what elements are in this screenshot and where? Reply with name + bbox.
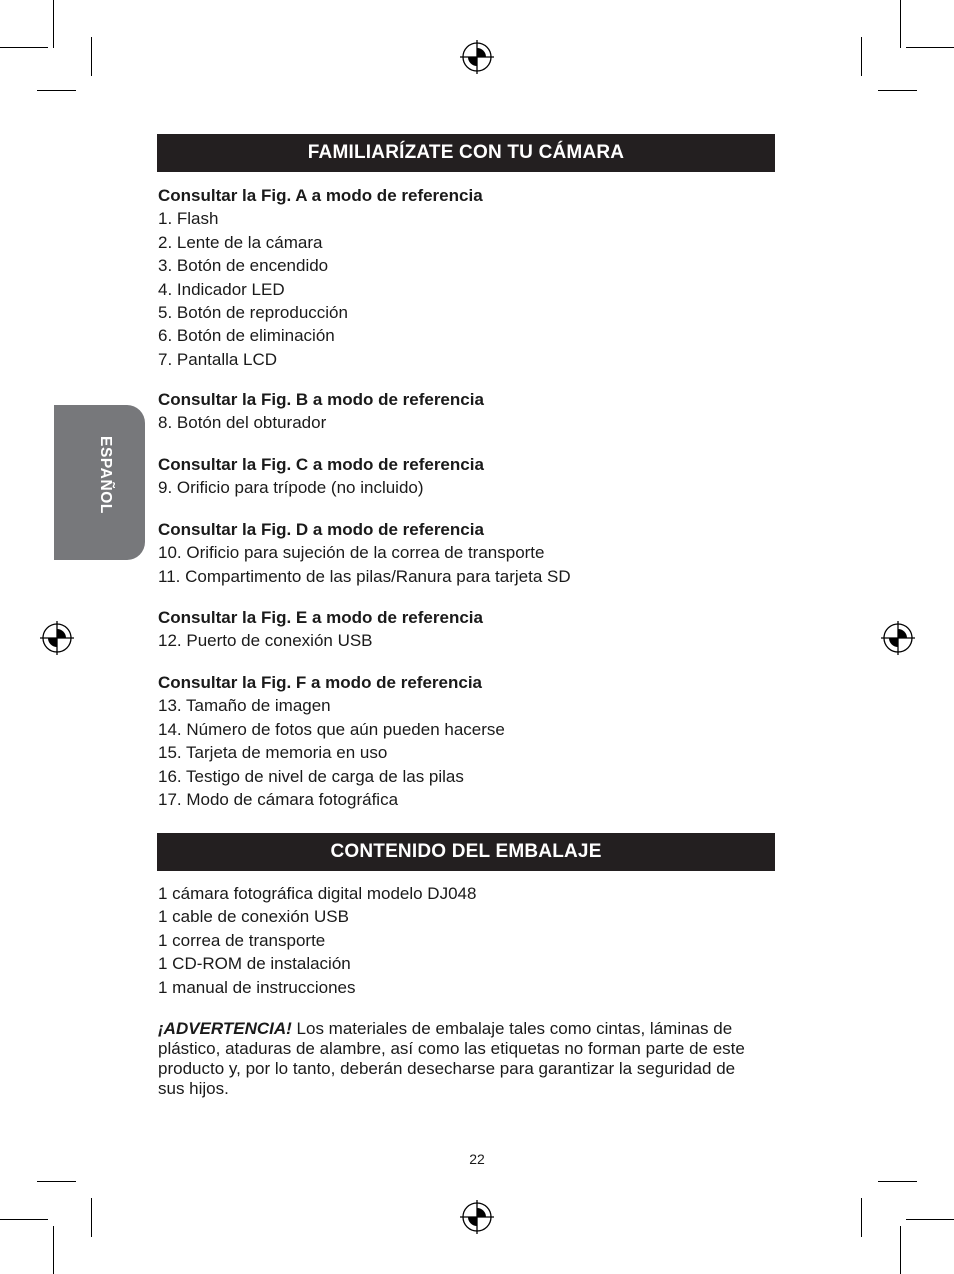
list-item: 9. Orificio para trípode (no incluido) — [158, 478, 424, 498]
crop-mark-icon — [878, 90, 917, 91]
fig-f-group — [158, 671, 505, 811]
list-item: 16. Testigo de nivel de carga de las pilas — [158, 766, 464, 786]
crop-mark-icon — [53, 0, 54, 48]
warning-lead: ¡ADVERTENCIA! — [158, 1019, 292, 1038]
list-item: 3. Botón de encendido — [158, 256, 329, 276]
crop-mark-icon — [878, 1181, 917, 1182]
list-item: 1. Flash — [158, 209, 219, 229]
crop-mark-icon — [900, 1226, 901, 1274]
fig-e-group — [158, 606, 483, 653]
list-item: 2. Lente de la cámara — [158, 232, 323, 252]
language-side-tab — [54, 405, 145, 560]
crop-mark-icon — [906, 47, 954, 48]
language-tab-label: ESPAÑOL — [97, 436, 114, 514]
registration-mark-icon — [460, 1200, 494, 1234]
list-item: 17. Modo de cámara fotográfica — [158, 790, 399, 810]
crop-mark-icon — [53, 1226, 54, 1274]
registration-mark-icon — [40, 621, 74, 655]
list-item: 1 cámara fotográfica digital modelo DJ048 — [158, 884, 477, 903]
section-header-contents — [157, 833, 775, 871]
fig-b-group — [158, 388, 484, 435]
crop-mark-icon — [37, 1181, 76, 1182]
group-heading: Consultar la Fig. B a modo de referencia — [158, 390, 484, 409]
crop-mark-icon — [861, 37, 862, 76]
crop-mark-icon — [861, 1198, 862, 1237]
list-item: 11. Compartimento de las pilas/Ranura para tarjeta SD — [158, 566, 571, 586]
crop-mark-icon — [91, 1198, 92, 1237]
crop-mark-icon — [91, 37, 92, 76]
list-item: 6. Botón de eliminación — [158, 326, 335, 346]
list-item: 1 manual de instrucciones — [158, 977, 356, 997]
list-item: 5. Botón de reproducción — [158, 303, 348, 323]
section-header-familiarize — [157, 134, 775, 172]
warning-paragraph — [158, 1019, 758, 1099]
crop-mark-icon — [900, 0, 901, 48]
crop-mark-icon — [0, 47, 48, 48]
page-number: 22 — [469, 1151, 485, 1167]
fig-a-group — [158, 184, 483, 371]
list-item: 1 CD-ROM de instalación — [158, 954, 351, 974]
crop-mark-icon — [37, 90, 76, 91]
fig-d-group — [158, 518, 571, 588]
list-item: 14. Número de fotos que aún pueden hacerse — [158, 719, 505, 739]
list-item: 7. Pantalla LCD — [158, 349, 278, 369]
list-item: 13. Tamaño de imagen — [158, 696, 331, 716]
fig-c-group — [158, 453, 484, 500]
crop-mark-icon — [0, 1219, 48, 1220]
package-contents-list — [158, 882, 476, 999]
crop-mark-icon — [906, 1219, 954, 1220]
list-item: 10. Orificio para sujeción de la correa de transporte — [158, 543, 545, 563]
group-heading: Consultar la Fig. D a modo de referencia — [158, 520, 484, 539]
list-item: 4. Indicador LED — [158, 279, 285, 299]
group-heading: Consultar la Fig. F a modo de referencia — [158, 673, 483, 692]
list-item: 8. Botón del obturador — [158, 413, 327, 433]
list-item: 15. Tarjeta de memoria en uso — [158, 743, 388, 763]
list-item: 1 correa de transporte — [158, 930, 326, 950]
group-heading: Consultar la Fig. C a modo de referencia — [158, 455, 484, 474]
group-heading: Consultar la Fig. A a modo de referencia — [158, 186, 483, 205]
list-item: 12. Puerto de conexión USB — [158, 631, 373, 651]
list-item: 1 cable de conexión USB — [158, 907, 349, 927]
group-heading: Consultar la Fig. E a modo de referencia — [158, 608, 483, 627]
section-title: CONTENIDO DEL EMBALAJE — [330, 841, 602, 862]
registration-mark-icon — [460, 40, 494, 74]
section-title: FAMILIARÍZATE CON TU CÁMARA — [307, 142, 625, 163]
registration-mark-icon — [881, 621, 915, 655]
warning-text: Los materiales de embalaje tales como cintas, láminas de plástico, ataduras de alambre, así como las etiquetas no forman parte de este producto y, por lo tanto, deberán desecharse para garantizar la seguridad de sus hijos. — [158, 1019, 745, 1098]
